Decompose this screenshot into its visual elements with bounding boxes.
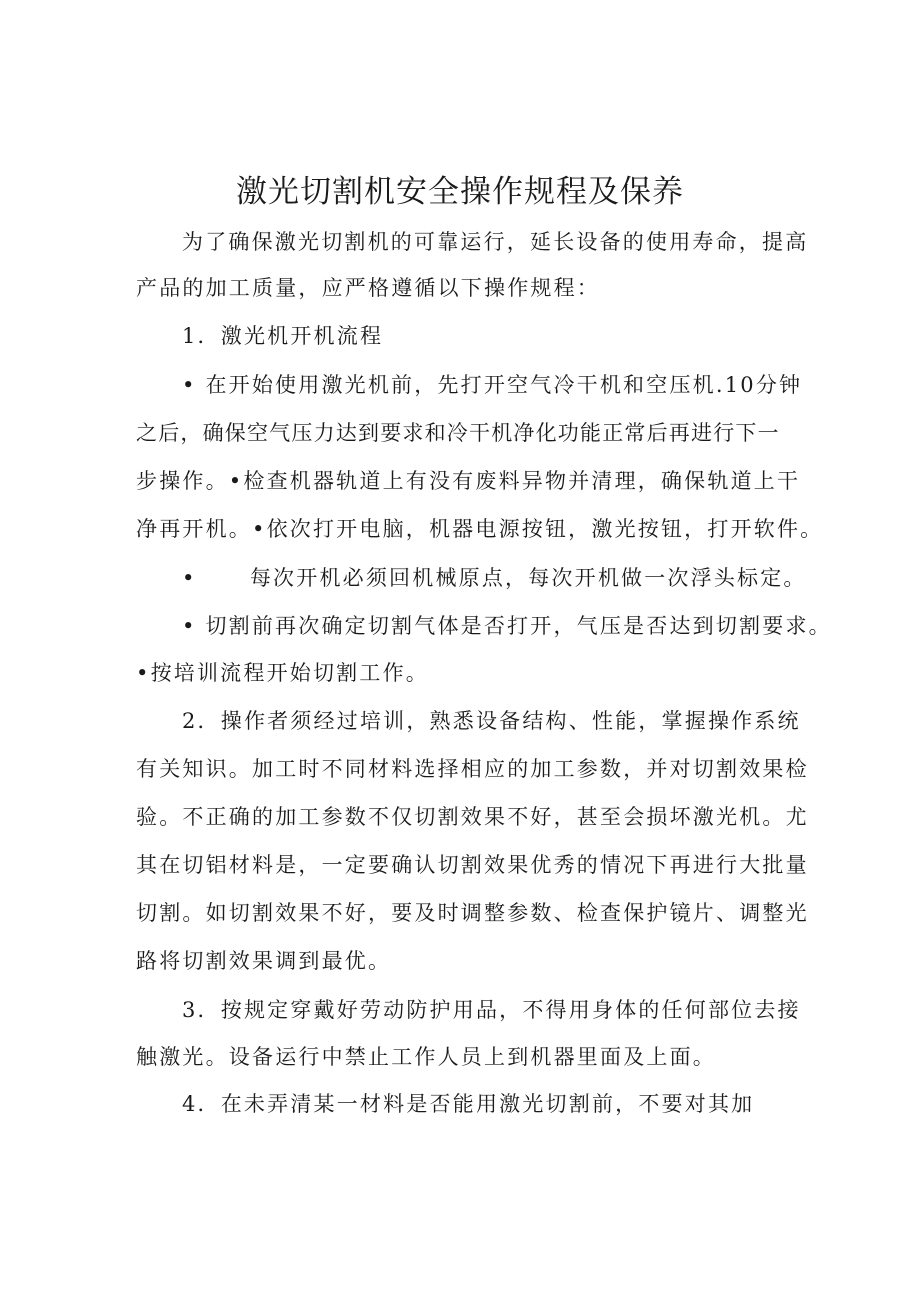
paragraph-line: 切割。如切割效果不好，要及时调整参数、检查保护镜片、调整光 <box>136 901 809 925</box>
paragraph-line: 其在切铝材料是，一定要确认切割效果优秀的情况下再进行大批量 <box>136 853 809 877</box>
paragraph-line: •按培训流程开始切割工作。 <box>136 661 429 685</box>
section-heading: 2．操作者须经过培训，熟悉设备结构、性能，掌握操作系统 <box>182 709 801 733</box>
paragraph-line: • 每次开机必须回机械原点，每次开机做一次浮头标定。 <box>182 566 807 590</box>
paragraph-line: 之后，确保空气压力达到要求和冷干机净化功能正常后再进行下一 <box>136 421 780 445</box>
section-heading: 4．在未弄清某一材料是否能用激光切割前，不要对其加 <box>182 1092 755 1116</box>
paragraph-line: 路将切割效果调到最优。 <box>136 949 392 973</box>
paragraph-line: • 切割前再次确定切割气体是否打开，气压是否达到切割要求。 <box>182 614 832 638</box>
paragraph-line: 为了确保激光切割机的可靠运行，延长设备的使用寿命，提高 <box>182 230 809 254</box>
paragraph-line: 有关知识。加工时不同材料选择相应的加工参数，并对切割效果检 <box>136 757 809 781</box>
paragraph-line: 步操作。•检查机器轨道上有没有废料异物并清理，确保轨道上干 <box>136 469 801 493</box>
paragraph-line: 产品的加工质量，应严格遵循以下操作规程： <box>136 276 600 300</box>
document-title: 激光切割机安全操作规程及保养 <box>236 174 684 210</box>
section-heading: 1．激光机开机流程 <box>182 324 384 348</box>
paragraph-line: 验。不正确的加工参数不仅切割效果不好，甚至会损坏激光机。尤 <box>136 805 809 829</box>
paragraph-line: 净再开机。•依次打开电脑，机器电源按钮，激光按钮，打开软件。 <box>136 517 824 541</box>
section-heading: 3．按规定穿戴好劳动防护用品，不得用身体的任何部位去接 <box>182 998 801 1022</box>
paragraph-line: 触激光。设备运行中禁止工作人员上到机器里面及上面。 <box>136 1045 716 1069</box>
paragraph-line: • 在开始使用激光机前，先打开空气冷干机和空压机.10分钟 <box>182 373 803 397</box>
